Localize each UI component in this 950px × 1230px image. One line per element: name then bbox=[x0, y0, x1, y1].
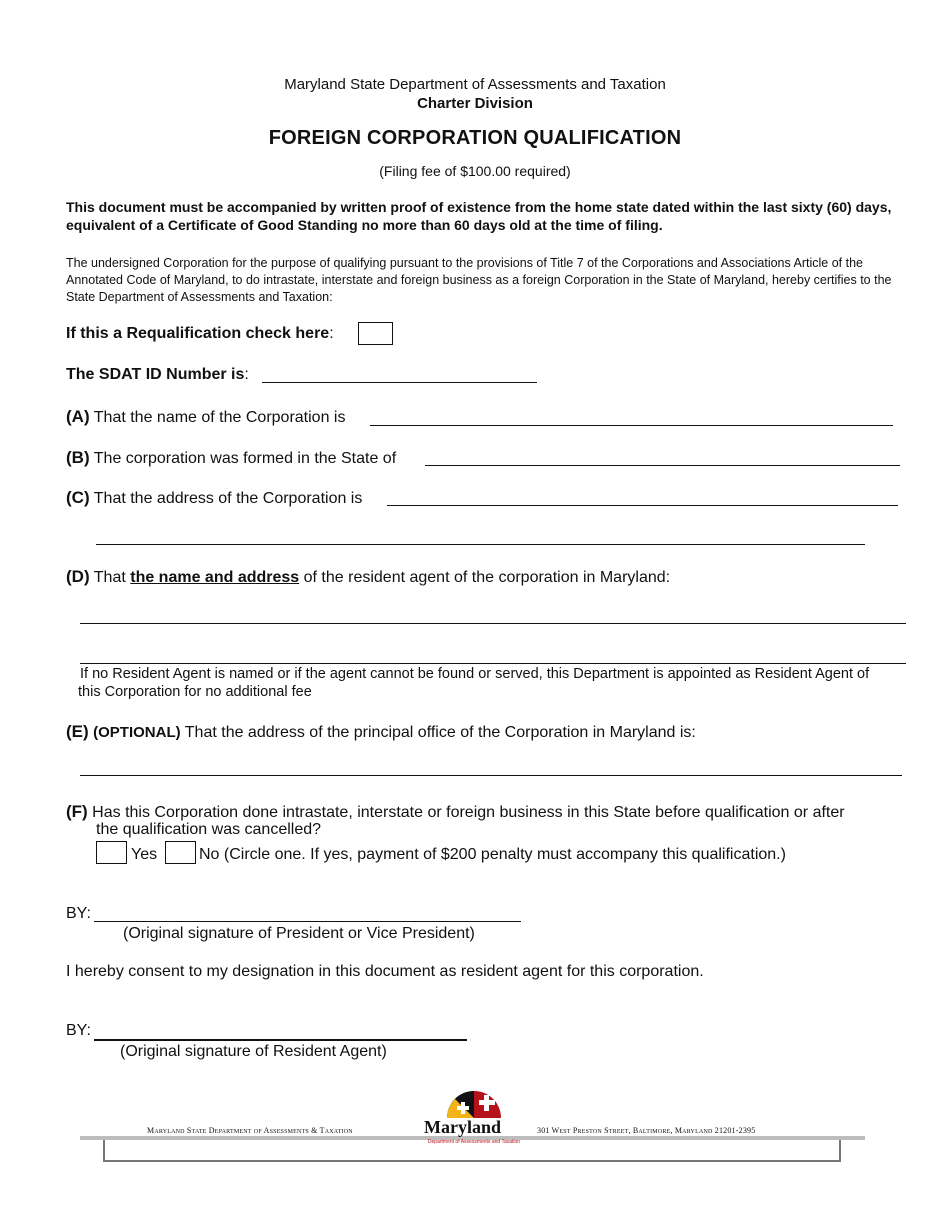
signature2-caption: (Original signature of Resident Agent) bbox=[120, 1043, 387, 1060]
formation-state-field[interactable] bbox=[425, 465, 900, 466]
requalification-checkbox[interactable] bbox=[358, 322, 393, 345]
item-f-text-line1: Has this Corporation done intrastate, interstate or foreign business in this State before qualification or after bbox=[92, 804, 845, 821]
item-b bbox=[66, 448, 396, 468]
item-e-text: That the address of the principal office of the Corporation in Maryland is: bbox=[184, 724, 696, 741]
item-d-emphasis: the name and address bbox=[130, 569, 300, 586]
item-f-text-line2: the qualification was cancelled? bbox=[96, 821, 322, 838]
item-d bbox=[66, 567, 670, 587]
yes-label: Yes bbox=[131, 846, 158, 863]
item-f-letter: (F) bbox=[66, 802, 88, 821]
signature2-line[interactable] bbox=[94, 1039, 467, 1041]
resident-agent-field-line2[interactable] bbox=[80, 663, 906, 664]
item-f bbox=[66, 802, 845, 822]
item-d-post: of the resident agent of the corporation in Maryland: bbox=[303, 569, 671, 586]
resident-agent-field-line1[interactable] bbox=[80, 623, 906, 624]
item-b-text: The corporation was formed in the State of bbox=[93, 450, 397, 467]
item-d-letter: (D) bbox=[66, 567, 90, 586]
principal-office-field[interactable] bbox=[80, 775, 902, 776]
sdat-id-field[interactable] bbox=[262, 382, 537, 383]
item-a bbox=[66, 407, 345, 427]
filing-fee-note: (Filing fee of $100.00 required) bbox=[379, 163, 571, 179]
footer-address: 301 West Preston Street, Baltimore, Maryland 21201-2395 bbox=[537, 1126, 756, 1135]
footer-logo-subtitle: Department of Assessments and Taxation bbox=[427, 1139, 521, 1145]
no-checkbox[interactable] bbox=[165, 841, 196, 864]
sdat-colon: : bbox=[244, 366, 249, 383]
footer-logo-word: Maryland bbox=[424, 1117, 502, 1137]
item-c-text: That the address of the Corporation is bbox=[93, 490, 363, 507]
signature1-by: BY: bbox=[66, 905, 91, 922]
item-b-letter: (B) bbox=[66, 448, 90, 467]
sdat-row bbox=[66, 366, 249, 384]
department-name: Maryland State Department of Assessments and Taxation bbox=[284, 76, 666, 93]
resident-agent-note-text: If no Resident Agent is named or if the agent cannot be found or served, this Department is appointed as Resident Agent of this Corporation for no additional fee bbox=[78, 666, 870, 700]
item-a-text: That the name of the Corporation is bbox=[93, 409, 346, 426]
requalification-colon: : bbox=[329, 325, 334, 342]
requalification-row bbox=[66, 325, 334, 343]
item-c bbox=[66, 488, 362, 508]
form-title: FOREIGN CORPORATION QUALIFICATION bbox=[268, 127, 682, 149]
signature1-line[interactable] bbox=[94, 921, 521, 922]
signature1-caption: (Original signature of President or Vice President) bbox=[123, 925, 475, 942]
item-a-letter: (A) bbox=[66, 407, 90, 426]
resident-agent-note bbox=[78, 665, 878, 701]
intro-text: The undersigned Corporation for the purpose of qualifying pursuant to the provisions of Title 7 of the Corporations and Associations Article of the Annotated Code of Maryland, to do intrastate, interstate and foreign business as a foreign Corporation in the State of Maryland, hereby certifies to the State Department of Assessments and Taxation: bbox=[66, 256, 892, 304]
consent-text: I hereby consent to my designation in this document as resident agent for this corporation. bbox=[66, 963, 704, 980]
footer-department: Maryland State Department of Assessments & Taxation bbox=[147, 1126, 353, 1135]
division-name: Charter Division bbox=[417, 95, 533, 112]
item-e bbox=[66, 722, 696, 742]
maryland-flag-logo-icon bbox=[443, 1084, 505, 1118]
no-label: No (Circle one. If yes, payment of $200 penalty must accompany this qualification.) bbox=[199, 846, 786, 863]
yes-checkbox[interactable] bbox=[96, 841, 127, 864]
requalification-label: If this a Requalification check here bbox=[66, 325, 330, 342]
sdat-label: The SDAT ID Number is bbox=[66, 366, 245, 383]
signature2-by: BY: bbox=[66, 1022, 91, 1039]
corporation-name-field[interactable] bbox=[370, 425, 893, 426]
item-e-optional: (OPTIONAL) bbox=[93, 724, 181, 741]
corporation-address-field-line1[interactable] bbox=[387, 505, 898, 506]
notice-text: This document must be accompanied by written proof of existence from the home state dated within the last sixty (60) days, equivalent of a Certificate of Good Standing no more than 60 days old at the time of filing. bbox=[66, 199, 892, 233]
item-c-letter: (C) bbox=[66, 488, 90, 507]
corporation-address-field-line2[interactable] bbox=[96, 544, 865, 545]
item-e-letter: (E) bbox=[66, 722, 89, 741]
item-d-pre: That bbox=[93, 569, 126, 586]
